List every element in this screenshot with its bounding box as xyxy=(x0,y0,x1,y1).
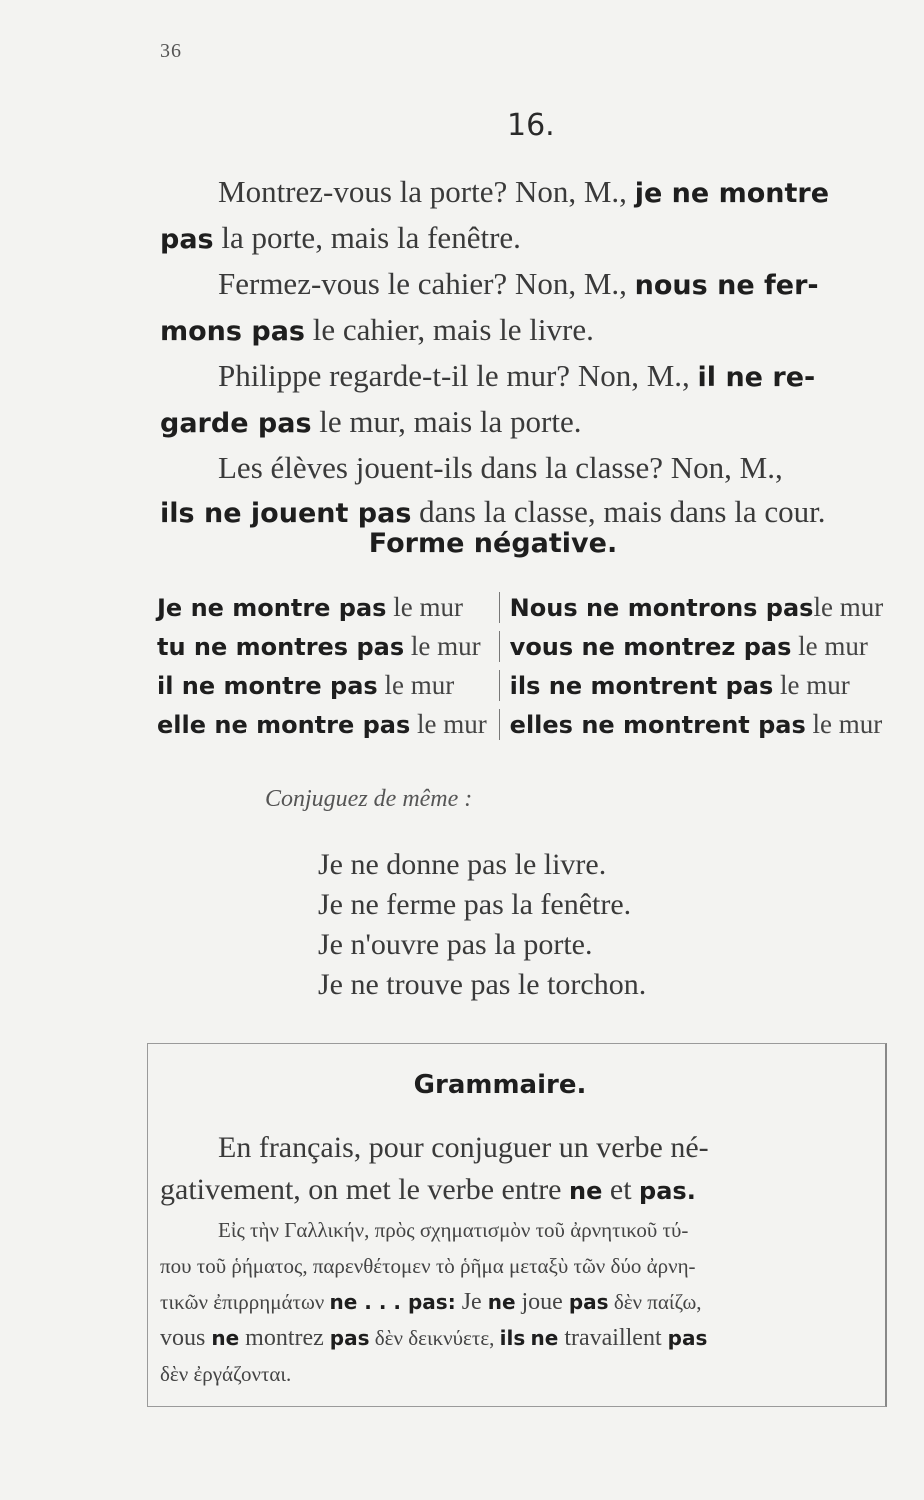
exercise-sentence: Je ne ferme pas la fenêtre. xyxy=(318,888,632,921)
plural-form: Nous ne montrons pasle mur xyxy=(499,592,902,623)
section-heading: Forme négative. xyxy=(368,528,618,559)
answer-text: dans la classe, mais dans la cour. xyxy=(411,494,826,529)
exercise-sentence: Je ne trouve pas le torchon. xyxy=(318,968,647,1001)
conjugation-table xyxy=(157,592,902,748)
answer-text: la porte, mais la fenêtre. xyxy=(213,220,521,255)
answer-text: le mur, mais la porte. xyxy=(311,404,582,439)
negative-form: nous ne fer- xyxy=(634,270,819,301)
dialogue-line xyxy=(160,446,900,490)
singular-form: il ne montre pas le mur xyxy=(157,670,455,700)
exercise-instruction: Conjuguez de même : xyxy=(265,786,473,812)
dialogue-line xyxy=(160,308,900,354)
singular-form: elle ne montre pas le mur xyxy=(157,709,487,739)
dialogue-line xyxy=(160,262,900,308)
plural-form: ils ne montrent pas le mur xyxy=(499,670,902,701)
negative-form: il ne re- xyxy=(697,362,816,393)
question-text: Philippe regarde-t-il le mur? Non, M., xyxy=(218,358,698,393)
dialogue-line xyxy=(160,400,900,446)
negative-form: mons pas xyxy=(160,316,305,347)
conjugation-row xyxy=(157,670,902,709)
singular-form: tu ne montres pas le mur xyxy=(157,631,481,661)
conjugation-row xyxy=(157,631,902,670)
dialogue-block xyxy=(160,170,900,536)
negative-form: ils ne jouent pas xyxy=(160,498,412,529)
negative-form: pas xyxy=(160,224,214,255)
plural-form: elles ne montrent pas le mur xyxy=(499,709,902,740)
exercise-list xyxy=(318,845,646,1005)
singular-form: Je ne montre pas le mur xyxy=(157,592,463,622)
grammar-title: Grammaire. xyxy=(413,1070,587,1100)
exercise-sentence: Je ne donne pas le livre. xyxy=(318,848,607,881)
question-text: Fermez-vous le cahier? Non, M., xyxy=(218,266,635,301)
lesson-number: 16. xyxy=(507,108,555,143)
conjugation-row xyxy=(157,709,902,748)
grammar-rule-french: En français, pour conjuguer un verbe né- gativement, on met le verbe entre ne et pas. xyxy=(160,1131,709,1206)
page-number: 36 xyxy=(160,40,182,62)
plural-form: vous ne montrez pas le mur xyxy=(499,631,902,662)
question-text: Les élèves jouent-ils dans la classe? Non, M., xyxy=(218,450,783,485)
dialogue-line xyxy=(160,170,900,216)
dialogue-line xyxy=(160,354,900,400)
negative-form: je ne montre xyxy=(634,178,830,209)
exercise-sentence: Je n'ouvre pas la porte. xyxy=(318,928,593,961)
dialogue-line xyxy=(160,216,900,262)
conjugation-row xyxy=(157,592,902,631)
grammar-rule-greek: Εἰς τὴν Γαλλικήν, πρὸς σχηματισμὸν τοῦ ἀρνητικοῦ τύ- που τοῦ ῥήματος, παρενθέτομεν τὸ ῥῆμα μεταξὺ τῶν δύο ἀρνη- τικῶν ἐπιρρημάτων ne . . . pas: Je ne joue pas δὲν παίζω, vous ne montrez pas δὲν δεικνύετε, ils ne travaillent pas δὲν ἐργάζονται. xyxy=(160,1218,708,1386)
answer-text: le cahier, mais le livre. xyxy=(305,312,594,347)
question-text: Montrez-vous la porte? Non, M., xyxy=(218,174,635,209)
negative-form: garde pas xyxy=(160,408,312,439)
